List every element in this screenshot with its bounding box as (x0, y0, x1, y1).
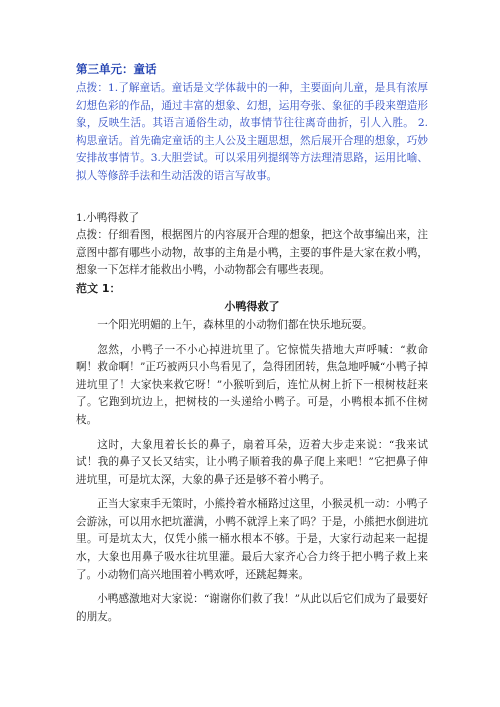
sample-label: 范文 1： (76, 281, 121, 295)
story-paragraph: 这时，大象甩着长长的鼻子，扇着耳朵，迈着大步走来说：“我来试试！我的鼻子又长又结实，让小鸭子顺着我的鼻子爬上来吧！”它把鼻子伸进坑里，可是坑太深，大象的鼻子还是够不着小鸭子。 (76, 438, 428, 486)
exercise-hint-text: 点拨：仔细看图，根据图片的内容展开合理的想象，把这个故事编出来，注意图中都有哪些小动物，故事的主角是小鸭，主要的事件是大家在救小鸭，想象一下怎样才能救出小鸭，小动物都会有哪些表现。 (76, 229, 428, 277)
exercise-heading: 1.小鸭得救了 (76, 211, 140, 224)
unit-title: 第三单元：童话 (76, 62, 157, 76)
story-paragraph: 小鸭感激地对大家说：“谢谢你们救了我！”从此以后它们成为了最要好的朋友。 (76, 593, 428, 623)
story-title: 小鸭得救了 (224, 299, 280, 313)
story-paragraph: 正当大家束手无策时，小熊拎着水桶路过这里，小猴灵机一动：小鸭子会游泳，可以用水把坑灌满，小鸭不就浮上来了吗？于是，小熊把水倒进坑里。可是坑太大，仅凭小熊一桶水根本不够。于是，大家行动起来一起提水，大象也用鼻子吸水往坑里灌。最后大家齐心合力终于把小鸭子救上来了。小动物们高兴地围着小鸭欢呼，还跳起舞来。 (76, 498, 428, 581)
unit-guide-text: 点拨：1.了解童话。童话是文学体裁中的一种，主要面向儿童，是具有浓厚幻想色彩的作品，通过丰富的想象、幻想，运用夸张、象征的手段来塑造形象，反映生活。其语言通俗生动，故事情节往往离奇曲折，引人入胜。 2.构思童话。首先确定童话的主人公及主题思想，然后展开合理的想象，巧妙安排故事情节。3.大胆尝试。可以采用列提纲等方法理清思路，运用比喻、拟人等修辞手法和生动活泼的语言写故事。 (76, 82, 428, 182)
document-page (76, 60, 428, 633)
story-paragraph: 忽然，小鸭子一不小心掉进坑里了。它惊慌失措地大声呼喊：“救命啊！救命啊！”正巧被两只小鸟看见了，急得团团转，焦急地呼喊“小鸭子掉进坑里了！大家快来救它呀！”小猴听到后，连忙从树上折下一根树枝赶来了。它跑到坑边上，把树枝的一头递给小鸭子。可是，小鸭根本抓不住树枝。 (76, 343, 428, 426)
story-paragraph: 一个阳光明媚的上午，森林里的小动物们都在快乐地玩耍。 (97, 318, 373, 331)
